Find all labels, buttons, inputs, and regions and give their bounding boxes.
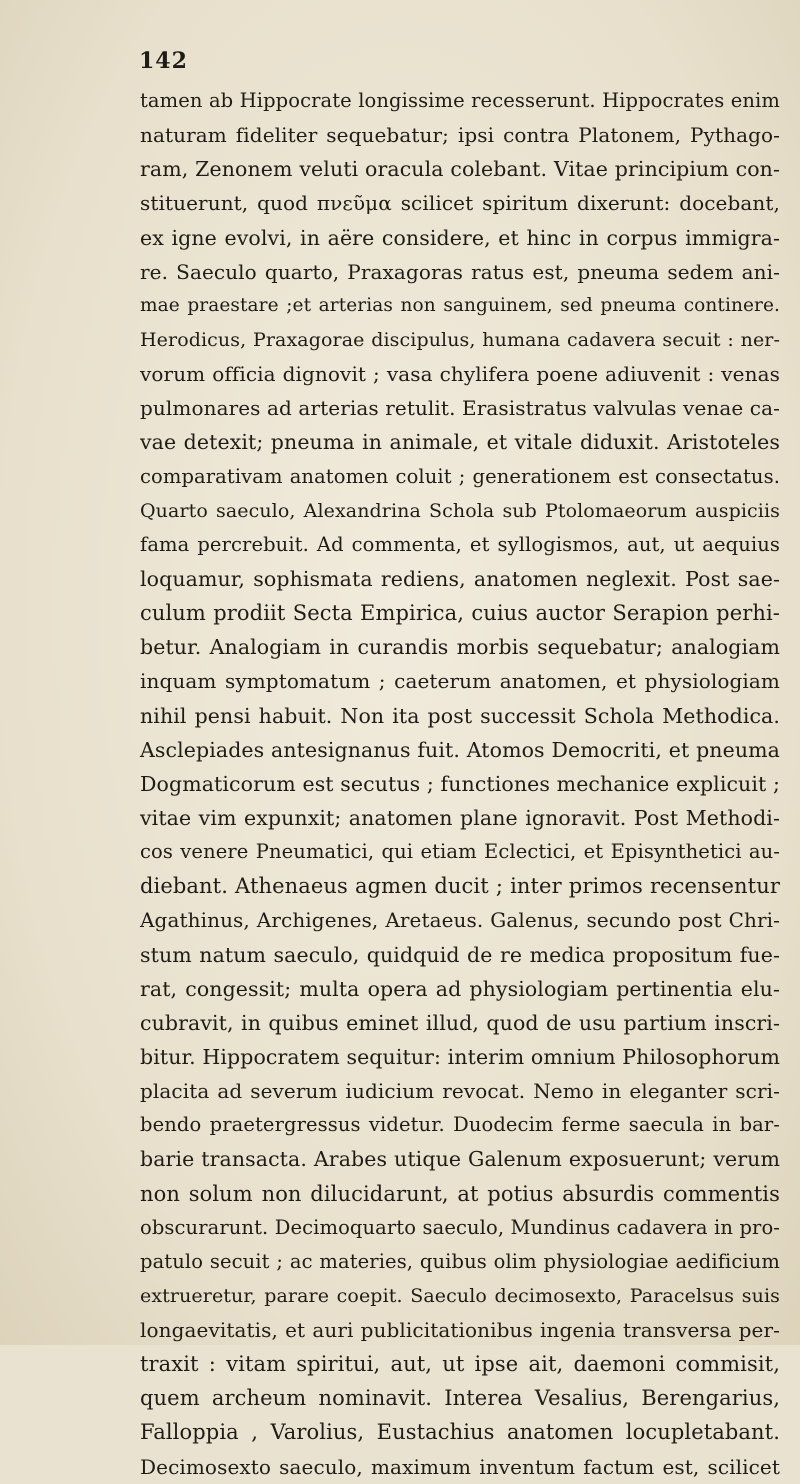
text-line: Quarto saeculo, Alexandrina Schola sub Ptolomaeorum auspiciis bbox=[140, 499, 780, 522]
text-line: placita ad severum iudicium revocat. Nemo in eleganter scri- bbox=[140, 1079, 780, 1104]
text-line: re. Saeculo quarto, Praxagoras ratus est, pneuma sedem ani- bbox=[140, 259, 780, 284]
body-text bbox=[140, 84, 780, 1484]
text-line: vae detexit; pneuma in animale, et vitale diduxit. Aristoteles bbox=[140, 430, 780, 455]
text-line: fama percrebuit. Ad commenta, et syllogismos, aut, ut aequius bbox=[140, 532, 780, 556]
text-line: vitae vim expunxit; anatomen plane ignoravit. Post Methodi- bbox=[140, 805, 780, 830]
text-line: rat, congessit; multa opera ad physiologiam pertinentia elu- bbox=[140, 976, 780, 1001]
text-line: ram, Zenonem veluti oracula colebant. Vitae principium con- bbox=[140, 157, 780, 182]
text-line: Asclepiades antesignanus fuit. Atomos Democriti, et pneuma bbox=[140, 737, 780, 762]
text-line: tamen ab Hippocrate longissime recesserunt. Hippocrates enim bbox=[140, 89, 780, 112]
text-line: cubravit, in quibus eminet illud, quod de usu partium inscri- bbox=[140, 1010, 780, 1035]
text-line: stum natum saeculo, quidquid de re medica propositum fue- bbox=[140, 942, 780, 967]
text-line: nihil pensi habuit. Non ita post successit Schola Methodica. bbox=[140, 703, 780, 728]
text-line: Herodicus, Praxagorae discipulus, humana cadavera secuit : ner- bbox=[140, 328, 780, 351]
text-line: comparativam anatomen coluit ; generationem est consectatus. bbox=[140, 464, 780, 488]
text-line: quem archeum nominavit. Interea Vesalius, Berengarius, bbox=[140, 1386, 780, 1411]
text-line: vorum officia dignovit ; vasa chylifera poene adiuvenit : venas bbox=[140, 362, 780, 387]
text-line: traxit : vitam spiritui, aut, ut ipse ait, daemoni commisit, bbox=[140, 1352, 780, 1377]
text-line: bendo praetergressus videtur. Duodecim ferme saecula in bar- bbox=[140, 1113, 780, 1137]
text-line: barie transacta. Arabes utique Galenum exposuerunt; verum bbox=[140, 1147, 780, 1172]
text-line: pulmonares ad arterias retulit. Erasistratus valvulas venae ca- bbox=[140, 396, 780, 421]
text-line: diebant. Athenaeus agmen ducit ; inter primos recensentur bbox=[140, 874, 780, 899]
text-line: longaevitatis, et auri publicitationibus ingenia transversa per- bbox=[140, 1318, 780, 1343]
text-line: loquamur, sophismata rediens, anatomen neglexit. Post sae- bbox=[140, 566, 780, 591]
text-line: non solum non dilucidarunt, at potius absurdis commentis bbox=[140, 1181, 780, 1206]
text-line: stituerunt, quod πνεῦμα scilicet spiritum dixerunt: docebant, bbox=[140, 191, 780, 216]
text-line: obscurarunt. Decimoquarto saeculo, Mundinus cadavera in pro- bbox=[140, 1215, 780, 1239]
text-line: Dogmaticorum est secutus ; functiones mechanice explicuit ; bbox=[140, 771, 780, 796]
text-line: naturam fideliter sequebatur; ipsi contra Platonem, Pythago- bbox=[140, 123, 780, 148]
text-line: Falloppia , Varolius, Eustachius anatomen locupletabant. bbox=[140, 1420, 780, 1445]
text-line: patulo secuit ; ac materies, quibus olim physiologiae aedificium bbox=[140, 1249, 780, 1273]
text-line: ex igne evolvi, in aëre considere, et hinc in corpus immigra- bbox=[140, 225, 780, 250]
text-line: betur. Analogiam in curandis morbis sequebatur; analogiam bbox=[140, 635, 780, 660]
text-line: culum prodiit Secta Empirica, cuius auctor Serapion perhi- bbox=[140, 601, 780, 626]
text-line: cos venere Pneumatici, qui etiam Eclectici, et Episynthetici au- bbox=[140, 840, 780, 864]
page-number: 142 bbox=[139, 48, 188, 74]
text-line: Agathinus, Archigenes, Aretaeus. Galenus, secundo post Chri- bbox=[140, 908, 780, 933]
text-line: Decimosexto saeculo, maximum inventum factum est, scilicet bbox=[140, 1454, 780, 1479]
text-line: mae praestare ;et arterias non sanguinem, sed pneuma continere. bbox=[140, 294, 780, 316]
text-line: extrueretur, parare coepit. Saeculo decimosexto, Paracelsus suis bbox=[140, 1284, 780, 1307]
text-line: bitur. Hippocratem sequitur: interim omnium Philosophorum bbox=[140, 1044, 781, 1069]
text-line: inquam symptomatum ; caeterum anatomen, et physiologiam bbox=[140, 669, 780, 694]
